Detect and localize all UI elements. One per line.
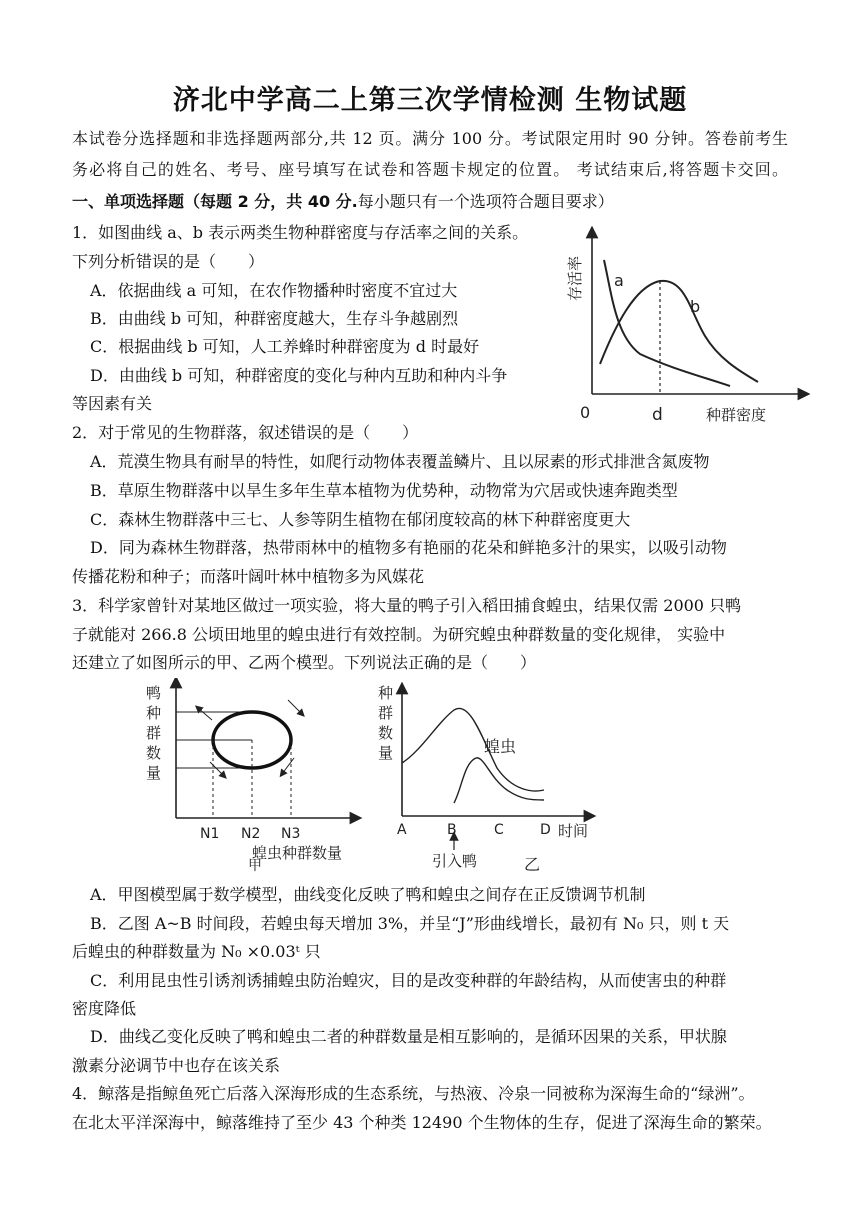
q1-option-d-1: D．由曲线 b 可知，种群密度的变化与种内互助和种内斗争 xyxy=(90,366,508,385)
q2-option-c: C．森林生物群落中三七、人参等阴生植物在郁闭度较高的林下种群密度更大 xyxy=(90,510,631,529)
yi-curve-locust xyxy=(402,708,544,791)
section-heading-note: 每小题只有一个选项符合题目要求） xyxy=(357,192,614,211)
yi-curve-duck xyxy=(454,758,544,803)
q1-ylabel: 存活率 xyxy=(566,256,584,302)
jia-tick-n3: N3 xyxy=(281,826,301,842)
page-title: 济北中学高二上第三次学情检测 生物试题 xyxy=(172,85,688,116)
yi-tick-c: C xyxy=(494,822,504,838)
q3-option-b-2: 后蝗虫的种群数量为 N₀ ×0.03ᵗ 只 xyxy=(72,942,321,961)
yi-ylabel-1: 种 xyxy=(378,684,394,702)
jia-ylabel-4: 数 xyxy=(146,744,162,762)
q3-figure-yi xyxy=(372,678,612,878)
q3-option-d-1: D．曲线乙变化反映了鸭和蝗虫二者的种群数量是相互影响的，是循环因果的关系，甲状腺 xyxy=(90,1027,727,1046)
q4-stem-2: 在北太平洋深海中，鲸落维持了至少 43 个种类 12490 个生物体的生存，促进了深海生命的繁荣。 xyxy=(72,1113,772,1132)
q3-figure-jia xyxy=(140,678,370,873)
q1-origin: 0 xyxy=(580,403,591,422)
yi-arrow-label: 引入鸭 xyxy=(432,852,478,870)
q1-option-c: C．根据曲线 b 可知，人工养蜂时种群密度为 d 时最好 xyxy=(90,337,480,356)
q1-option-b: B．由曲线 b 可知，种群密度越大，生存斗争越剧烈 xyxy=(90,309,459,328)
q1-d-label: d xyxy=(652,405,663,425)
q1-curve-b-label: b xyxy=(690,297,701,316)
yi-ylabel-3: 数 xyxy=(378,724,394,742)
yi-ylabel-4: 量 xyxy=(378,744,394,762)
q2-option-b: B．草原生物群落中以旱生多年生草本植物为优势种，动物常为穴居或快速奔跑类型 xyxy=(90,481,678,500)
q4-stem-1: 4．鲸落是指鲸鱼死亡后落入深海形成的生态系统，与热液、冷泉一同被称为深海生命的“绿洲”。 xyxy=(72,1084,755,1103)
q1-stem-2: 下列分析错误的是（ ） xyxy=(72,252,265,271)
q1-xlabel: 种群密度 xyxy=(706,406,767,424)
yi-ylabel-2: 群 xyxy=(378,704,394,722)
section-heading xyxy=(72,192,614,212)
yi-xlabel: 时间 xyxy=(558,822,589,840)
q3-stem-1: 3．科学家曾针对某地区做过一项实验，将大量的鸭子引入稻田捕食蝗虫，结果仅需 2000 只鸭 xyxy=(72,596,742,615)
q3-option-a: A．甲图模型属于数学模型，曲线变化反映了鸭和蝗虫之间存在正反馈调节机制 xyxy=(90,885,646,904)
jia-tick-n1: N1 xyxy=(200,826,220,842)
q3-option-b-1: B．乙图 A~B 时间段，若蝗虫每天增加 3%，并呈“J”形曲线增长，最初有 N₀ 只，则 t 天 xyxy=(90,914,730,933)
q2-option-d-1: D．同为森林生物群落，热带雨林中的植物多有艳丽的花朵和鲜艳多汁的果实，以吸引动物 xyxy=(90,538,727,557)
q1-option-a: A．依据曲线 a 可知，在农作物播种时密度不宜过大 xyxy=(90,281,458,300)
jia-ylabel-5: 量 xyxy=(146,764,162,782)
q3-option-c-1: C．利用昆虫性引诱剂诱捕蝗虫防治蝗灾，目的是改变种群的年龄结构，从而使害虫的种群 xyxy=(90,971,727,990)
jia-ylabel-2: 种 xyxy=(146,704,162,722)
jia-ylabel-1: 鸭 xyxy=(146,684,162,702)
section-heading-title: 一、单项选择题（每题 2 分，共 40 分. xyxy=(72,192,358,211)
q2-option-a: A．荒漠生物具有耐旱的特性，如爬行动物体表覆盖鳞片、且以尿素的形式排泄含氮废物 xyxy=(90,452,710,471)
q1-curve-a-label: a xyxy=(614,271,624,290)
q3-option-c-2: 密度降低 xyxy=(72,999,137,1018)
q3-stem-3: 还建立了如图所示的甲、乙两个模型。下列说法正确的是（ ） xyxy=(72,653,537,672)
yi-tick-d: D xyxy=(540,822,551,838)
jia-xlabel: 蝗虫种群数量 xyxy=(252,844,343,862)
jia-tick-n2: N2 xyxy=(241,826,261,842)
q3-option-d-2: 激素分泌调节中也存在该关系 xyxy=(72,1056,281,1075)
jia-name: 甲 xyxy=(248,858,262,873)
q1-option-d-2: 等因素有关 xyxy=(72,394,153,413)
yi-name: 乙 xyxy=(524,855,541,874)
yi-tick-a: A xyxy=(397,822,407,838)
intro-line-1: 本试卷分选择题和非选择题两部分,共 12 页。满分 100 分。考试限定用时 90 分钟。答卷前考生 xyxy=(72,129,788,148)
q1-figure xyxy=(560,226,810,430)
jia-ylabel-3: 群 xyxy=(146,724,162,742)
yi-tick-b: B xyxy=(447,822,457,838)
q1-stem-1: 1．如图曲线 a、b 表示两类生物种群密度与存活率之间的关系。 xyxy=(72,223,529,242)
intro-line-2: 务必将自己的姓名、考号、座号填写在试卷和答题卡规定的位置。 考试结束后,将答题卡交回。 xyxy=(72,160,788,179)
q2-option-d-2: 传播花粉和种子；而落叶阔叶林中植物多为风媒花 xyxy=(72,567,425,586)
q2-stem: 2．对于常见的生物群落，叙述错误的是（ ） xyxy=(72,423,419,442)
q3-stem-2: 子就能对 266.8 公顷田地里的蝗虫进行有效控制。为研究蝗虫种群数量的变化规律， 实验中 xyxy=(72,625,726,644)
yi-curve-label: 蝗虫 xyxy=(484,737,517,756)
